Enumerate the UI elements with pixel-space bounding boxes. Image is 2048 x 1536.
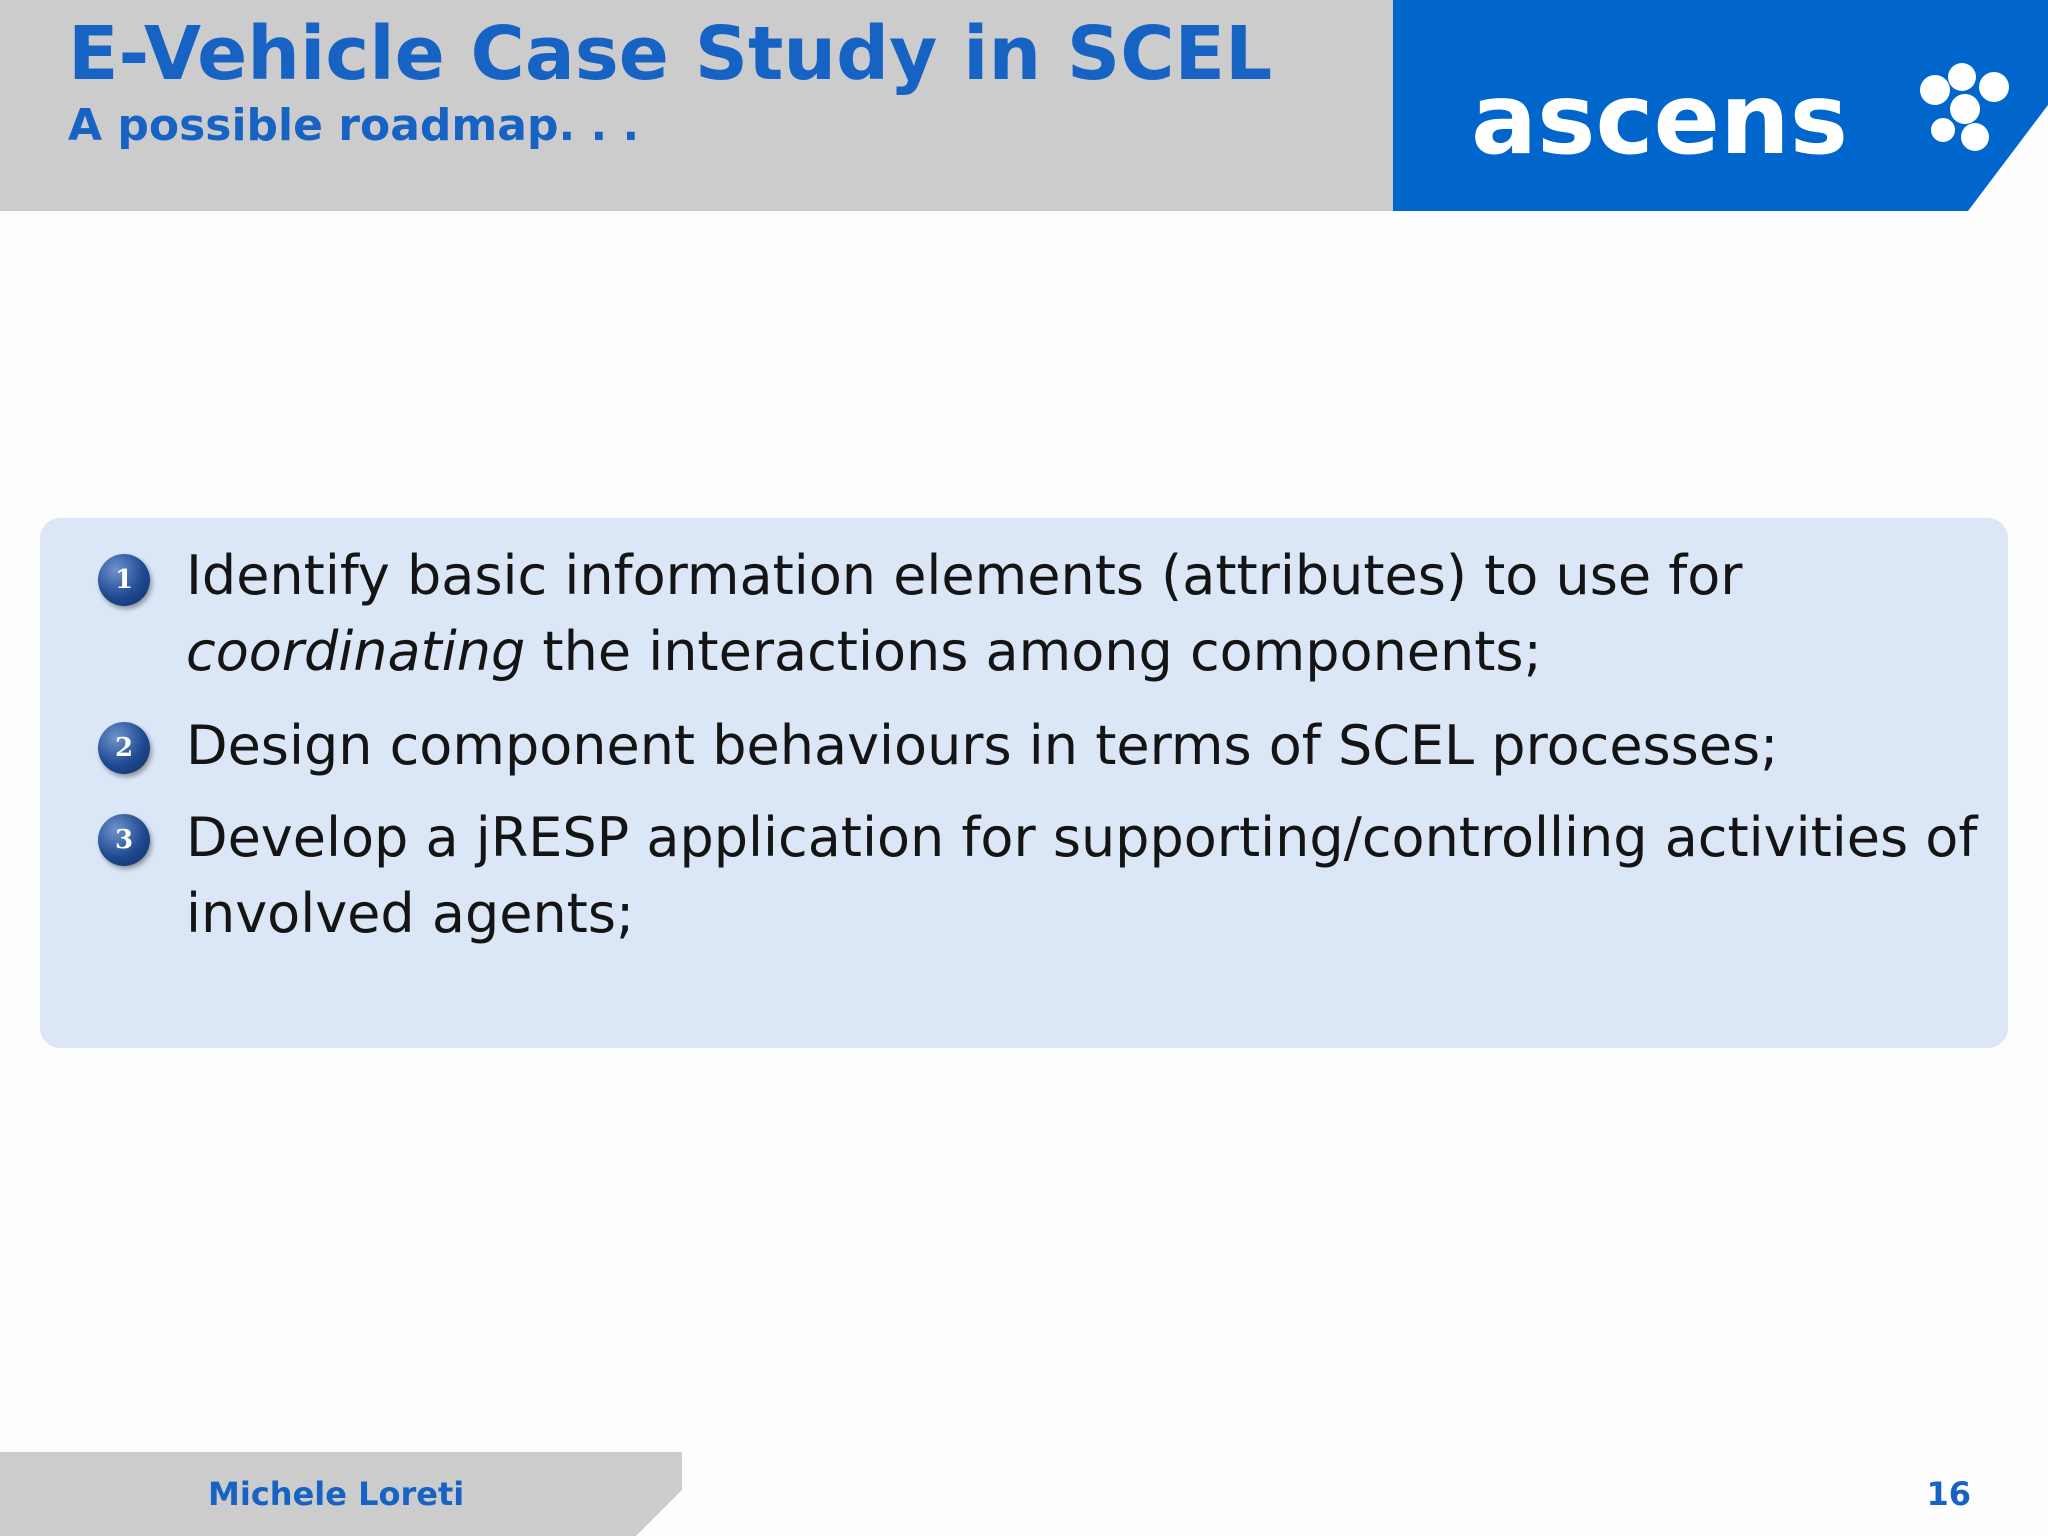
roadmap-item-3-line1: Develop a jRESP application for supporting/controlling activities of [186,806,1978,869]
roadmap-item-2: Design component behaviours in terms of SCEL processes; [186,714,1779,777]
page-number: 16 [1926,1475,1971,1513]
logo-wordmark: ascens [1471,63,1849,177]
footer-author: Michele Loreti [208,1475,465,1513]
roadmap-item-1-line1: Identify basic information elements (attributes) to use for [186,544,1743,607]
item-number-1: 1 [98,554,150,606]
roadmap-item-1 [186,538,1986,690]
item-number-2: 2 [98,722,150,774]
roadmap-item-1-emphasis: coordinating [186,620,526,683]
slide-subtitle: A possible roadmap. . . [68,100,640,151]
roadmap-item-3 [186,800,1986,952]
roadmap-item-1-line2-rest: the interactions among components; [525,620,1542,683]
ascens-logo [1393,0,2048,211]
item-number-3: 3 [98,814,150,866]
roadmap-item-1-line2 [186,614,1986,690]
logo-panel [1393,0,2048,211]
roadmap-block [40,518,2008,1048]
roadmap-item-3-line2: involved agents; [186,882,635,945]
slide-title: E-Vehicle Case Study in SCEL [68,11,1273,97]
